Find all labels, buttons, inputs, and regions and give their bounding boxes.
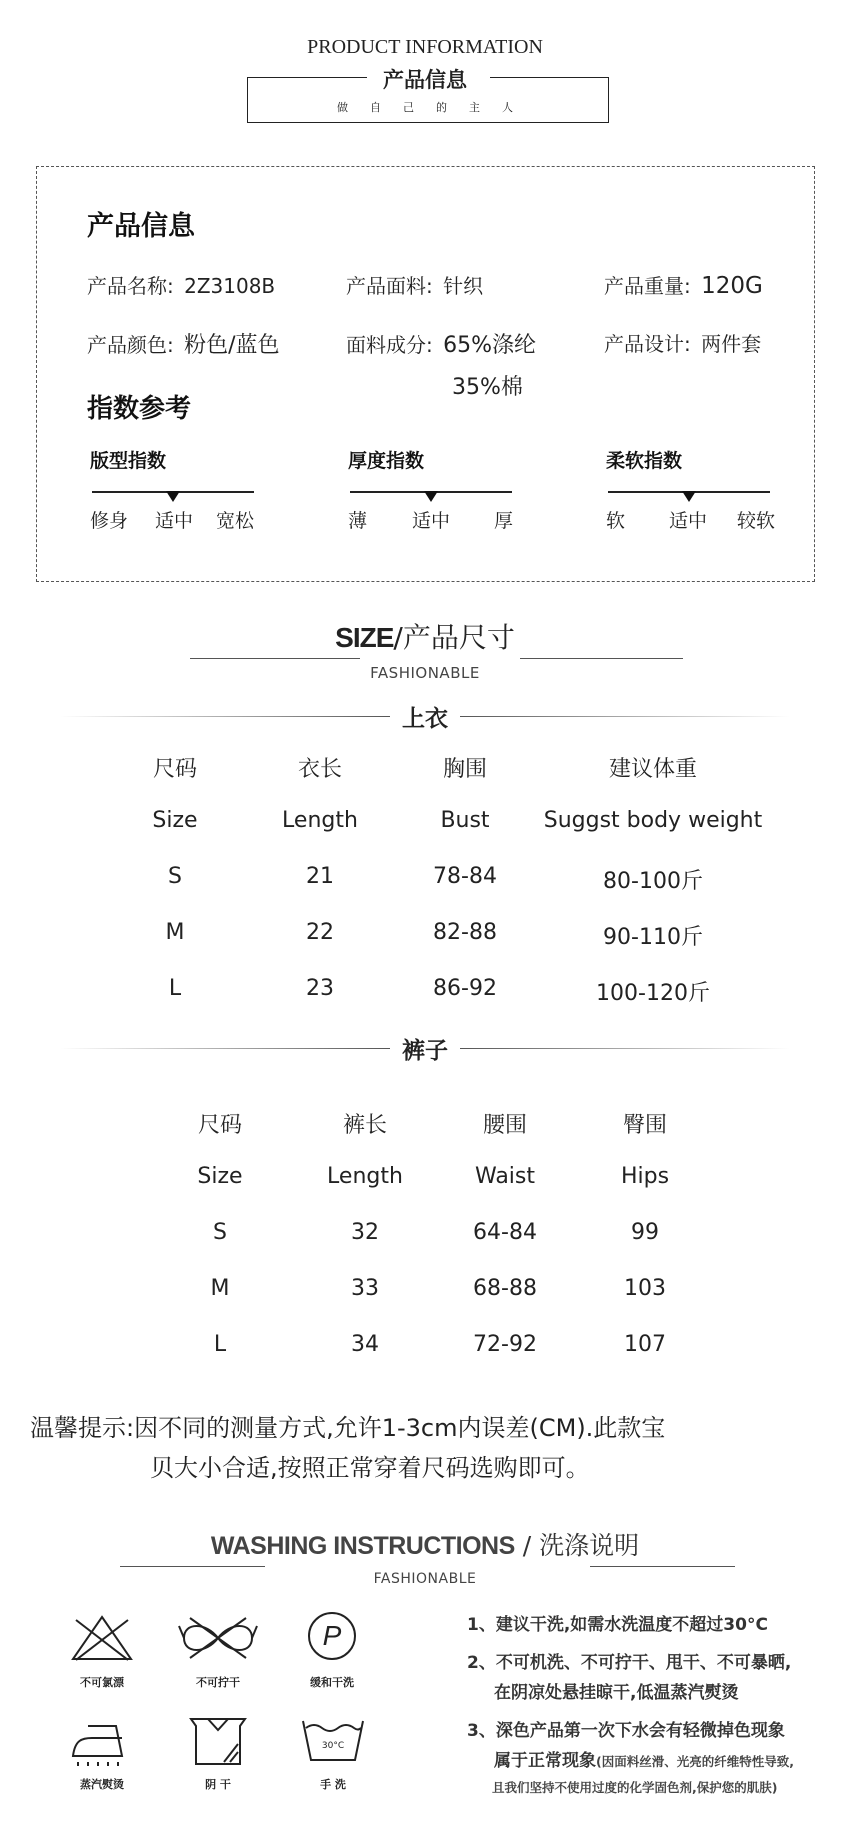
no-bleach-icon: [70, 1614, 134, 1662]
index-softness-mid: 适中: [669, 510, 708, 532]
wash-title-line-right: [590, 1566, 735, 1567]
pants-header-hips-cn: 臀围: [622, 1113, 667, 1138]
tops-cell: 21: [306, 864, 334, 889]
pants-cell: 72-92: [473, 1332, 537, 1357]
index-softness-low: 软: [606, 510, 626, 532]
index-thickness-low: 薄: [348, 510, 368, 532]
header-subtitle: 做自己的主人: [337, 101, 535, 114]
wash-note-2b: 在阴凉处悬挂晾干,低温蒸汽熨烫: [494, 1683, 739, 1703]
hand-wash-temp: 30°C: [321, 1741, 345, 1751]
field-color: 产品颜色: 粉色/蓝色: [87, 333, 280, 358]
pants-cell: L: [213, 1332, 227, 1357]
index-fit-marker: [166, 491, 180, 502]
tops-cell: M: [165, 920, 185, 945]
pants-cell: 32: [351, 1220, 379, 1245]
wash-note-3b: 属于正常现象(因面料丝滑、光亮的纤维特性导致,: [494, 1751, 794, 1771]
header-title-cn: 产品信息: [383, 68, 467, 92]
tops-header-size-en: Size: [152, 808, 198, 833]
pants-header-length-en: Length: [327, 1164, 403, 1189]
pants-header-hips-en: Hips: [620, 1164, 670, 1189]
tops-header-weight-en: Suggst body weight: [543, 808, 763, 833]
index-thickness-title: 厚度指数: [348, 450, 425, 472]
field-name-value: 2Z3108B: [184, 274, 276, 298]
washing-title: WASHING INSTRUCTIONS / 洗涤说明: [210, 1531, 640, 1560]
index-fit-low: 修身: [90, 510, 129, 532]
field-name: 产品名称: 2Z3108B: [87, 274, 276, 298]
index-title: 指数参考: [87, 394, 192, 424]
size-title-line-left: [190, 658, 360, 659]
gentle-dry-clean-icon: P: [308, 1612, 356, 1660]
tops-header-length-cn: 衣长: [297, 757, 342, 782]
field-weight: 产品重量: 120G: [604, 273, 763, 299]
field-fabric: 产品面料: 针织: [346, 274, 484, 298]
header-title-en: PRODUCT INFORMATION: [307, 36, 543, 58]
wash-note-2a: 2、不可机洗、不可拧干、甩干、不可暴晒,: [467, 1653, 792, 1673]
wash-title-line-left: [120, 1566, 265, 1567]
steam-iron-icon: [70, 1718, 130, 1768]
index-fit-high: 宽松: [216, 510, 255, 532]
pants-cell: 103: [624, 1276, 666, 1301]
index-thickness-marker: [424, 491, 438, 502]
tops-cell: 80-100斤: [603, 869, 703, 894]
pants-cell: 68-88: [473, 1276, 537, 1301]
wash-note-3d: 且我们坚持不使用过度的化学固色剂,保护您的肌肤): [492, 1780, 778, 1795]
no-wring-icon: [176, 1614, 260, 1662]
wash-note-3c: (因面料丝滑、光亮的纤维特性导致,: [596, 1754, 794, 1769]
no-bleach-label: 不可氯漂: [80, 1676, 124, 1689]
tops-cell: S: [168, 864, 182, 889]
pants-header-size-en: Size: [197, 1164, 243, 1189]
steam-iron-label: 蒸汽熨烫: [80, 1778, 124, 1791]
pants-header-length-cn: 裤长: [342, 1113, 387, 1138]
pants-cell: 64-84: [473, 1220, 537, 1245]
index-fit-mid: 适中: [155, 510, 194, 532]
field-design-value: 两件套: [701, 332, 762, 356]
field-composition-value: 65%涤纶: [443, 333, 537, 358]
no-wring-label: 不可拧干: [196, 1676, 240, 1689]
field-weight-value: 120G: [701, 273, 763, 299]
field-fabric-value: 针织: [443, 274, 484, 298]
size-section-title: SIZE/产品尺寸: [335, 621, 515, 654]
tops-title: 上衣: [402, 706, 448, 732]
index-softness-high: 较软: [737, 510, 776, 532]
pants-cell: S: [213, 1220, 227, 1245]
wash-note-3a: 3、深色产品第一次下水会有轻微掉色现象: [467, 1721, 785, 1741]
pants-cell: 33: [351, 1276, 379, 1301]
index-thickness-mid: 适中: [412, 510, 451, 532]
pants-header-size-cn: 尺码: [197, 1113, 242, 1138]
pants-cell: 107: [624, 1332, 666, 1357]
tops-cell: L: [168, 976, 182, 1001]
tops-cell: 22: [306, 920, 334, 945]
pants-cell: M: [210, 1276, 230, 1301]
tops-header-weight-cn: 建议体重: [608, 757, 697, 782]
washing-tag: FASHIONABLE: [373, 1571, 477, 1587]
tops-header-length-en: Length: [282, 808, 358, 833]
field-composition: 面料成分: 65%涤纶: [346, 333, 537, 358]
tops-header-size-cn: 尺码: [152, 757, 197, 782]
field-composition-value2: 35%棉: [452, 375, 523, 400]
gentle-dry-clean-label: 缓和干洗: [310, 1676, 354, 1689]
field-color-value: 粉色/蓝色: [184, 333, 280, 358]
pants-header-waist-en: Waist: [474, 1164, 536, 1189]
index-fit-title: 版型指数: [90, 450, 167, 472]
index-softness-title: 柔软指数: [606, 450, 683, 472]
tops-cell: 86-92: [433, 976, 497, 1001]
tops-cell: 82-88: [433, 920, 497, 945]
wash-note-1: 1、建议干洗,如需水洗温度不超过30°C: [467, 1615, 768, 1635]
size-section-tag: FASHIONABLE: [370, 664, 480, 682]
shade-dry-label: 阴 干: [205, 1778, 231, 1791]
tip-line-2: 贝大小合适,按照正常穿着尺码选购即可。: [150, 1454, 590, 1482]
product-info-title: 产品信息: [87, 211, 195, 242]
tops-cell: 23: [306, 976, 334, 1001]
hand-wash-label: 手 洗: [320, 1778, 346, 1791]
tops-cell: 78-84: [433, 864, 497, 889]
tops-cell: 90-110斤: [603, 925, 703, 950]
field-design: 产品设计: 两件套: [604, 332, 762, 356]
index-softness-marker: [682, 491, 696, 502]
size-title-line-right: [520, 658, 683, 659]
pants-cell: 34: [351, 1332, 379, 1357]
tops-cell: 100-120斤: [596, 981, 710, 1006]
tops-header-bust-cn: 胸围: [442, 757, 487, 782]
pants-title: 裤子: [402, 1038, 448, 1064]
index-thickness-high: 厚: [494, 510, 514, 532]
pants-cell: 99: [631, 1220, 659, 1245]
shade-dry-icon: [188, 1716, 248, 1768]
tops-header-bust-en: Bust: [440, 808, 490, 833]
tip-line-1: 温馨提示:因不同的测量方式,允许1-3cm内误差(CM).此款宝: [30, 1414, 666, 1442]
pants-header-waist-cn: 腰围: [482, 1113, 527, 1138]
